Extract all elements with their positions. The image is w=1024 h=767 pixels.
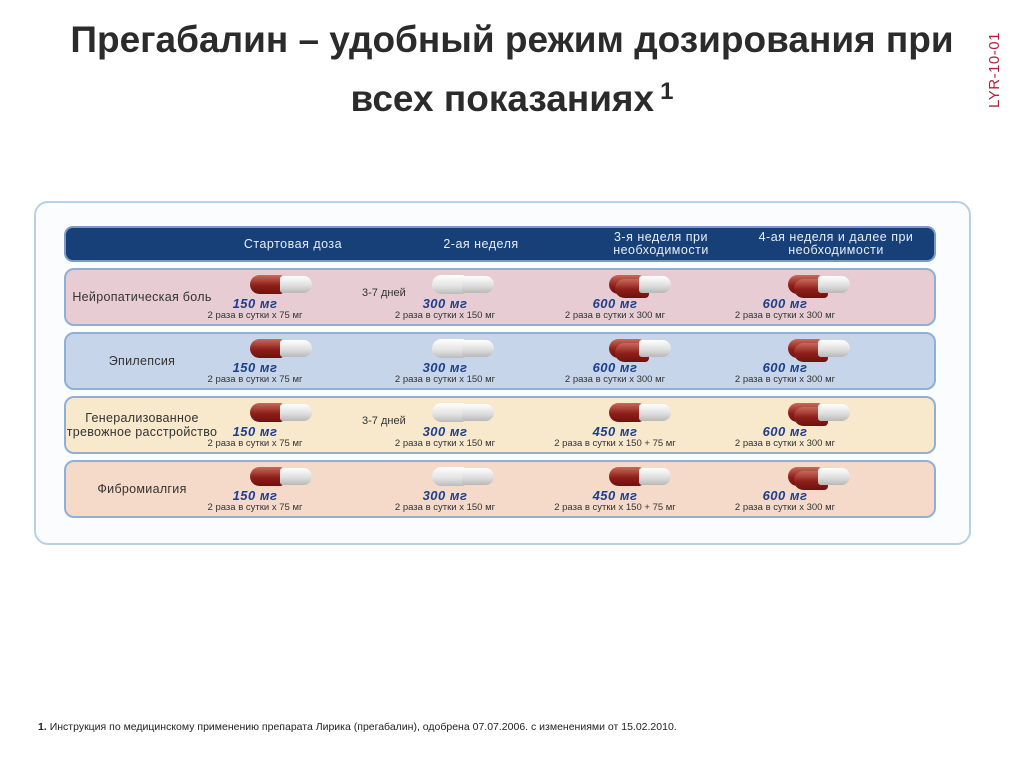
dose-regimen-note: 2 раза в сутки х 150 + 75 мг (554, 502, 676, 513)
dose-cell (170, 462, 340, 516)
dose-amount: 600 мг (592, 296, 638, 311)
dose-amount: 600 мг (762, 296, 808, 311)
dose-cell (700, 462, 870, 516)
dose-amount: 300 мг (422, 360, 468, 375)
dose-regimen-note: 2 раза в сутки х 150 мг (394, 438, 496, 449)
dose-cell (360, 334, 530, 388)
row-indication-label: Нейропатическая боль (72, 290, 212, 304)
dose-regimen-note: 2 раза в сутки х 75 мг (207, 310, 303, 321)
dose-amount: 450 мг (592, 424, 638, 439)
row-indication-label: Генерализованное тревожное расстройство (66, 411, 218, 439)
footnote (38, 721, 677, 733)
dose-cell (530, 398, 700, 452)
dose-regimen-note: 2 раза в сутки х 300 мг (564, 310, 666, 321)
column-header-week4: 4-ая неделя и далее при необходимости (758, 230, 914, 257)
dose-amount: 450 мг (592, 488, 638, 503)
table-row (64, 396, 936, 454)
dose-regimen-note: 2 раза в сутки х 300 мг (564, 374, 666, 385)
dose-cell (530, 462, 700, 516)
dose-amount: 300 мг (422, 296, 468, 311)
dose-amount: 300 мг (422, 424, 468, 439)
document-code: LYR-10-01 (986, 32, 1003, 108)
dose-regimen-note: 2 раза в сутки х 150 мг (394, 310, 496, 321)
dose-amount: 150 мг (232, 424, 278, 439)
column-header-week3: 3-я неделя при необходимости (613, 230, 709, 257)
slide-title (40, 14, 984, 125)
footnote-number: 1. (38, 721, 47, 733)
dose-regimen-note: 2 раза в сутки х 150 мг (394, 374, 496, 385)
dose-cell (360, 398, 530, 452)
titration-days-label: 3-7 дней (362, 415, 406, 427)
dose-amount: 300 мг (422, 488, 468, 503)
row-indication-label: Эпилепсия (108, 354, 176, 368)
title-line-2-text: всех показаниях (350, 78, 655, 119)
dose-cell (530, 334, 700, 388)
dose-cell (170, 270, 340, 324)
column-header-start: Стартовая доза (243, 236, 343, 251)
title-reference: 1 (660, 78, 674, 105)
row-indication-label: Фибромиалгия (97, 482, 187, 496)
dose-cell (700, 398, 870, 452)
title-line-2 (40, 66, 984, 125)
titration-days-label: 3-7 дней (362, 287, 406, 299)
dose-regimen-note: 2 раза в сутки х 75 мг (207, 502, 303, 513)
dose-amount: 150 мг (232, 296, 278, 311)
dose-amount: 600 мг (762, 488, 808, 503)
dose-cell (700, 270, 870, 324)
table-header (64, 226, 936, 262)
dose-regimen-note: 2 раза в сутки х 75 мг (207, 438, 303, 449)
title-line-1: Прегабалин – удобный режим дозирования при (70, 19, 954, 60)
dose-regimen-note: 2 раза в сутки х 300 мг (734, 374, 836, 385)
dose-cell (700, 334, 870, 388)
dose-regimen-note: 2 раза в сутки х 150 + 75 мг (554, 438, 676, 449)
dose-cell (170, 398, 340, 452)
dose-regimen-note: 2 раза в сутки х 300 мг (734, 310, 836, 321)
footnote-text: Инструкция по медицинскому применению препарата Лирика (прегабалин), одобрена 07.07.2006. с изменениями от 15.02.2010. (49, 721, 677, 733)
dose-regimen-note: 2 раза в сутки х 300 мг (734, 502, 836, 513)
dose-amount: 150 мг (232, 360, 278, 375)
table-row (64, 268, 936, 326)
dose-cell (170, 334, 340, 388)
dose-amount: 600 мг (762, 360, 808, 375)
dose-amount: 600 мг (592, 360, 638, 375)
column-header-week2: 2-ая неделя (443, 236, 519, 251)
dose-amount: 600 мг (762, 424, 808, 439)
dose-cell (360, 270, 530, 324)
dose-cell (360, 462, 530, 516)
dose-regimen-note: 2 раза в сутки х 300 мг (734, 438, 836, 449)
dose-regimen-note: 2 раза в сутки х 75 мг (207, 374, 303, 385)
table-row (64, 332, 936, 390)
table-row (64, 460, 936, 518)
dose-cell (530, 270, 700, 324)
dose-regimen-note: 2 раза в сутки х 150 мг (394, 502, 496, 513)
dose-amount: 150 мг (232, 488, 278, 503)
